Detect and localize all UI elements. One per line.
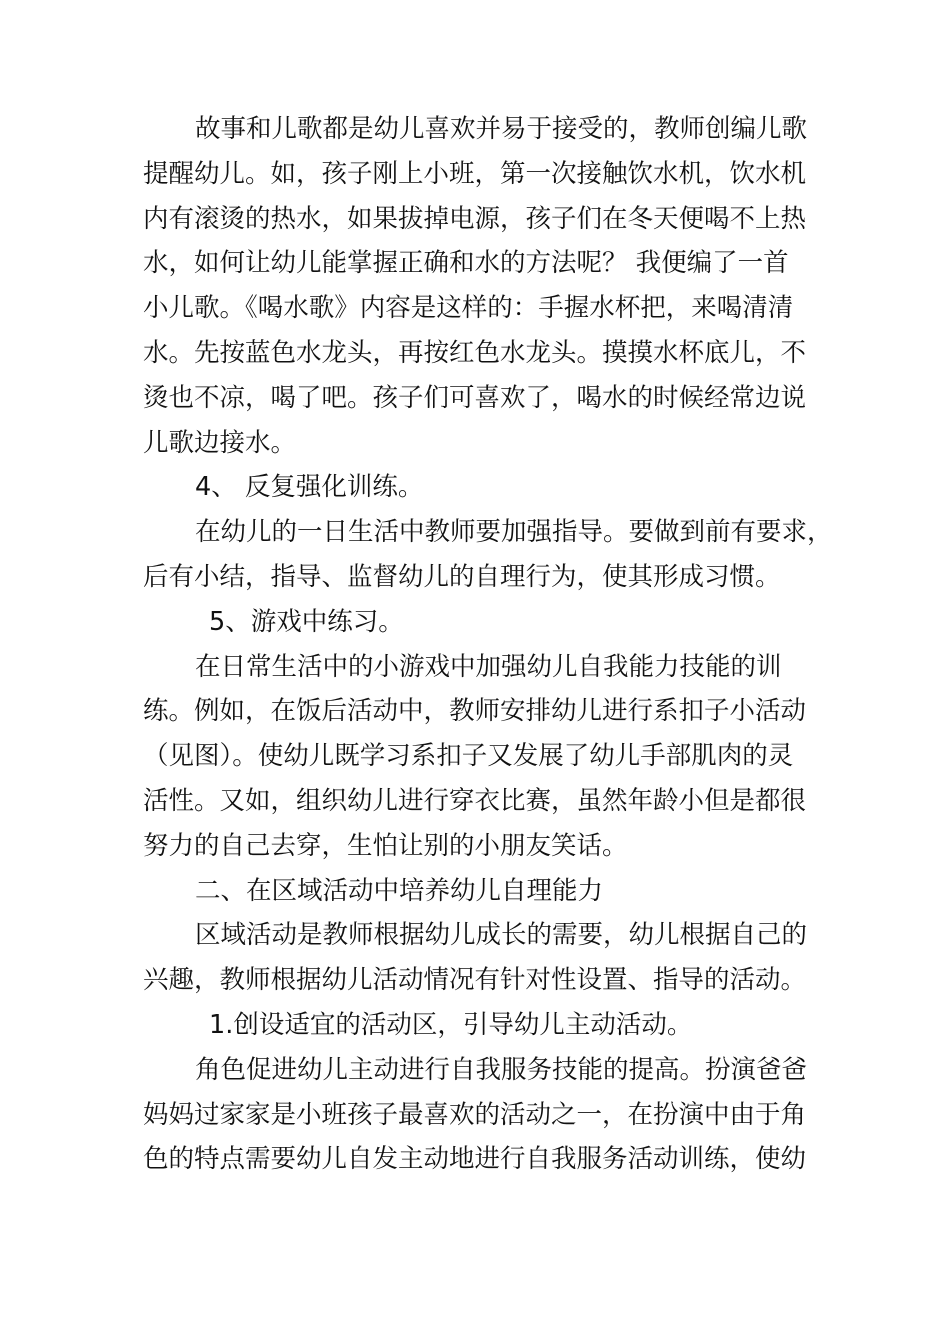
text-line: （见图）。使幼儿既学习系扣子又发展了幼儿手部肌肉的灵	[143, 741, 794, 772]
text-line: 努力的自己去穿，生怕让别的小朋友笑话。	[143, 830, 628, 861]
text-line: 活性。又如，组织幼儿进行穿衣比赛，虽然年龄小但是都很	[143, 785, 807, 816]
text-line: 练。例如，在饭后活动中，教师安排幼儿进行系扣子小活动	[143, 696, 807, 727]
text-line: 在幼儿的一日生活中教师要加强指导。要做到前有要求，	[195, 517, 833, 548]
text-line: 故事和儿歌都是幼儿喜欢并易于接受的，教师创编儿歌	[195, 114, 808, 144]
section-heading: 4、 反复强化训练。	[195, 472, 424, 503]
text-line: 小儿歌。《喝水歌》内容是这样的：手握水杯把，来喝清清	[143, 293, 794, 324]
text-line: 色的特点需要幼儿自发主动地进行自我服务活动训练，使幼	[143, 1144, 807, 1175]
section-heading: 二、在区域活动中培养幼儿自理能力	[195, 875, 604, 906]
text-line: 角色促进幼儿主动进行自我服务技能的提高。扮演爸爸	[195, 1054, 808, 1085]
document-body	[143, 107, 833, 1182]
section-heading: 1.创设适宜的活动区，引导幼儿主动活动。	[209, 1009, 693, 1040]
text-line: 水，如何让幼儿能掌握正确和水的方法呢？ 我便编了一首	[143, 248, 789, 279]
text-line: 烫也不凉，喝了吧。孩子们可喜欢了，喝水的时候经常边说	[143, 382, 807, 413]
text-line: 妈妈过家家是小班孩子最喜欢的活动之一，在扮演中由于角	[143, 1099, 807, 1130]
text-line: 兴趣，教师根据幼儿活动情况有针对性设置、指导的活动。	[143, 965, 807, 996]
section-heading: 5、游戏中练习。	[209, 606, 404, 637]
text-line: 区域活动是教师根据幼儿成长的需要，幼儿根据自己的	[195, 920, 808, 951]
text-line: 后有小结，指导、监督幼儿的自理行为，使其形成习惯。	[143, 561, 781, 592]
text-line: 内有滚烫的热水，如果拔掉电源，孩子们在冬天便喝不上热	[143, 203, 807, 234]
text-line: 提醒幼儿。如，孩子刚上小班，第一次接触饮水机，饮水机	[143, 158, 807, 189]
text-line: 水。先按蓝色水龙头，再按红色水龙头。摸摸水杯底儿，不	[143, 337, 807, 368]
text-line: 儿歌边接水。	[143, 427, 297, 458]
text-line: 在日常生活中的小游戏中加强幼儿自我能力技能的训	[195, 651, 782, 682]
